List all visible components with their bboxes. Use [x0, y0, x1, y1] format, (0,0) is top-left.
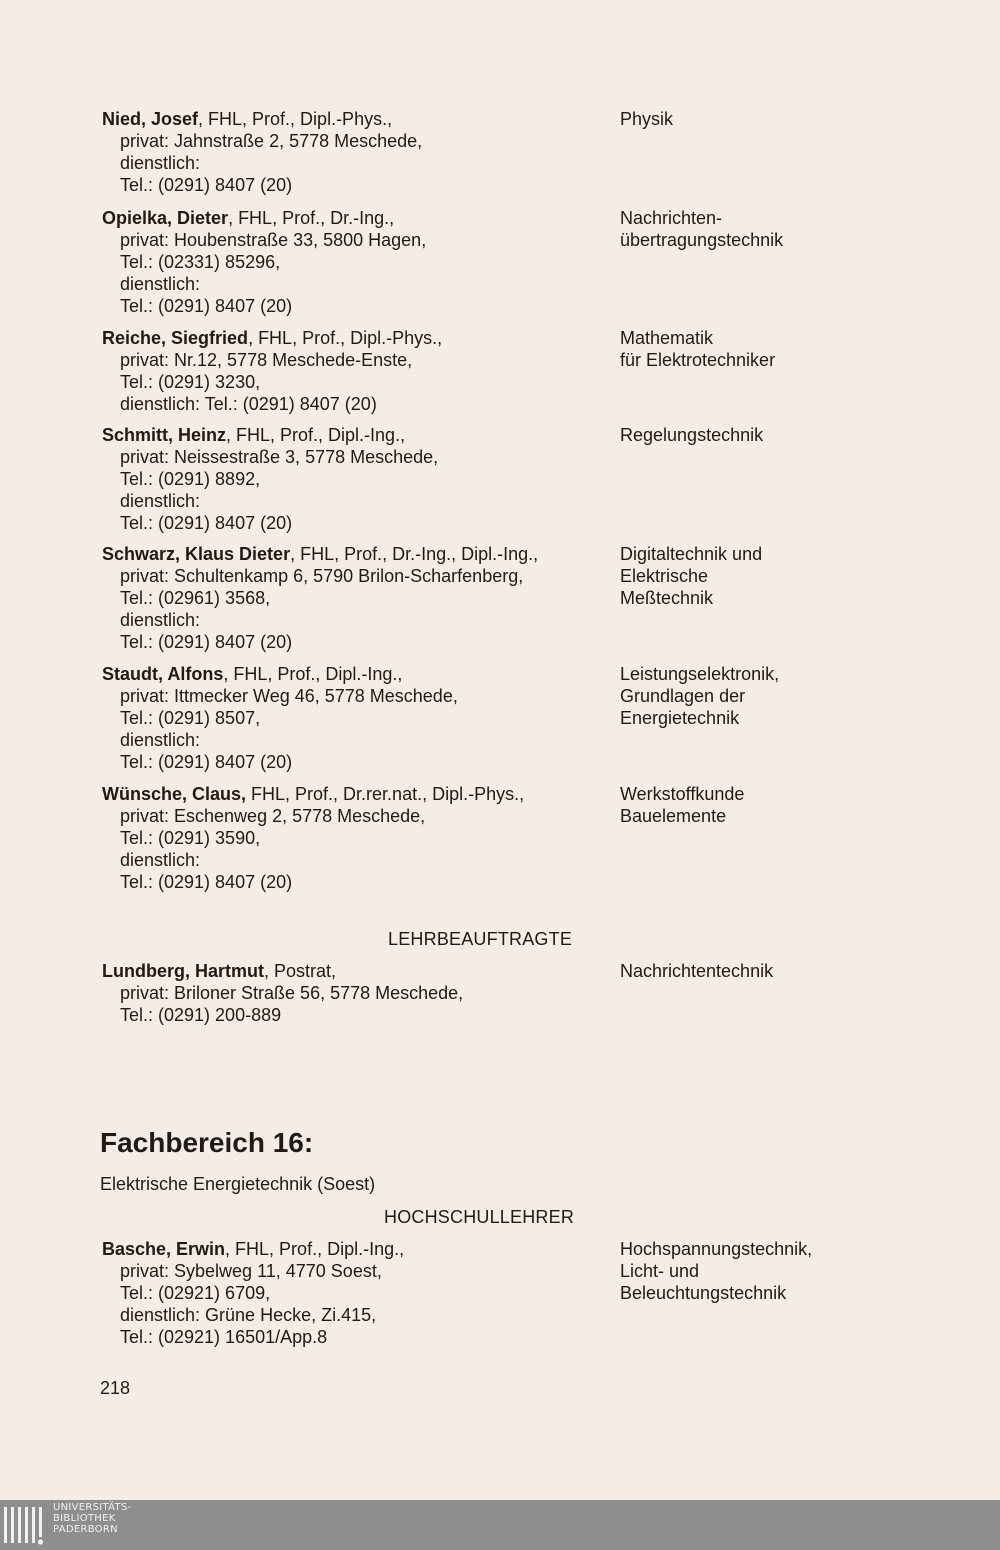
- person-title: , FHL, Prof., Dr.-Ing., Dipl.-Ing.,: [290, 544, 539, 564]
- address-line: Tel.: (02961) 3568,: [120, 588, 271, 608]
- address-line: privat: Neissestraße 3, 5778 Meschede,: [120, 447, 439, 467]
- person-name: Nied, Josef: [102, 109, 199, 129]
- subject-area: [620, 543, 960, 609]
- address-line: privat: Eschenweg 2, 5778 Meschede,: [120, 806, 426, 826]
- person-name: Staudt, Alfons: [102, 664, 224, 684]
- address-line: Tel.: (0291) 8407 (20): [120, 752, 293, 772]
- address-line: Tel.: (0291) 8407 (20): [120, 175, 293, 195]
- address-line: Tel.: (02331) 85296,: [120, 252, 281, 272]
- section-heading-lehrbeauftragte: LEHRBEAUFTRAGTE: [388, 929, 573, 949]
- address-line: Tel.: (0291) 3590,: [120, 828, 261, 848]
- address-line: privat: Briloner Straße 56, 5778 Meschede,: [120, 983, 464, 1003]
- address-line: dienstlich:: [120, 610, 201, 630]
- subject-line: Mathematik: [620, 328, 714, 348]
- entry-details: [102, 960, 617, 1026]
- entry-details: [102, 663, 617, 773]
- address-line: privat: Jahnstraße 2, 5778 Meschede,: [120, 131, 423, 151]
- address-line: privat: Nr.12, 5778 Meschede-Enste,: [120, 350, 413, 370]
- subject-area: [620, 424, 960, 446]
- person-title: , FHL, Prof., Dipl.-Phys.,: [248, 328, 443, 348]
- subject-line: Bauelemente: [620, 806, 727, 826]
- subject-area: [620, 960, 960, 982]
- subject-line: Elektrische: [620, 566, 709, 586]
- address-line: dienstlich:: [120, 491, 201, 511]
- entry-details: [102, 108, 617, 196]
- person-title: , FHL, Prof., Dipl.-Ing.,: [223, 664, 403, 684]
- subject-line: Beleuchtungstechnik: [620, 1283, 787, 1303]
- entry-details: [102, 424, 617, 534]
- subject-area: [620, 207, 960, 251]
- subject-area: [620, 1238, 960, 1304]
- subject-area: [620, 663, 960, 729]
- person-title: FHL, Prof., Dr.rer.nat., Dipl.-Phys.,: [246, 784, 525, 804]
- subject-line: Nachrichten-: [620, 208, 723, 228]
- address-line: Tel.: (02921) 6709,: [120, 1283, 271, 1303]
- logo-line: BIBLIOTHEK: [53, 1513, 116, 1524]
- library-logo-text: [53, 1502, 132, 1535]
- address-line: Tel.: (0291) 8892,: [120, 469, 261, 489]
- logo-line: UNIVERSITÄTS-: [53, 1502, 132, 1513]
- subject-area: [620, 108, 960, 130]
- entry-details: [102, 783, 617, 893]
- subject-line: Hochspannungstechnik,: [620, 1239, 813, 1259]
- subject-area: [620, 783, 960, 827]
- library-logo-icon: [3, 1503, 47, 1547]
- address-line: Tel.: (0291) 200-889: [120, 1005, 282, 1025]
- person-name: Schmitt, Heinz: [102, 425, 227, 445]
- address-line: privat: Houbenstraße 33, 5800 Hagen,: [120, 230, 427, 250]
- person-name: Schwarz, Klaus Dieter: [102, 544, 291, 564]
- address-line: privat: Schultenkamp 6, 5790 Brilon-Scharfenberg,: [120, 566, 524, 586]
- subject-line: Leistungselektronik,: [620, 664, 780, 684]
- person-title: , FHL, Prof., Dr.-Ing.,: [228, 208, 395, 228]
- address-line: Tel.: (0291) 8407 (20): [120, 513, 293, 533]
- subject-line: Physik: [620, 109, 674, 129]
- fachbereich-heading: Fachbereich 16:: [100, 1127, 314, 1158]
- subject-line: Licht- und: [620, 1261, 700, 1281]
- person-name: Reiche, Siegfried: [102, 328, 249, 348]
- address-line: dienstlich:: [120, 153, 201, 173]
- subject-line: für Elektrotechniker: [620, 350, 776, 370]
- person-title: , FHL, Prof., Dipl.-Ing.,: [226, 425, 406, 445]
- section-heading-hochschullehrer: HOCHSCHULLEHRER: [384, 1207, 575, 1227]
- address-line: Tel.: (0291) 8407 (20): [120, 296, 293, 316]
- subject-line: übertragungstechnik: [620, 230, 784, 250]
- subject-area: [620, 327, 960, 371]
- address-line: Tel.: (0291) 8407 (20): [120, 632, 293, 652]
- fachbereich-subtitle: Elektrische Energietechnik (Soest): [100, 1174, 376, 1194]
- subject-line: Grundlagen der: [620, 686, 746, 706]
- address-line: dienstlich:: [120, 274, 201, 294]
- person-name: Wünsche, Claus,: [102, 784, 247, 804]
- entry-details: [102, 543, 617, 653]
- address-line: dienstlich: Grüne Hecke, Zi.415,: [120, 1305, 377, 1325]
- subject-line: Digitaltechnik und: [620, 544, 763, 564]
- address-line: dienstlich:: [120, 850, 201, 870]
- address-line: privat: Ittmecker Weg 46, 5778 Meschede,: [120, 686, 458, 706]
- subject-line: Nachrichtentechnik: [620, 961, 774, 981]
- logo-line: PADERBORN: [53, 1524, 118, 1535]
- subject-line: Regelungstechnik: [620, 425, 764, 445]
- subject-line: Energietechnik: [620, 708, 740, 728]
- entry-details: [102, 207, 617, 317]
- person-title: , Postrat,: [264, 961, 337, 981]
- entry-details: [102, 1238, 617, 1348]
- address-line: dienstlich: Tel.: (0291) 8407 (20): [120, 394, 377, 414]
- entry-details: [102, 327, 617, 415]
- person-name: Opielka, Dieter: [102, 208, 229, 228]
- address-line: privat: Sybelweg 11, 4770 Soest,: [120, 1261, 382, 1281]
- person-title: , FHL, Prof., Dipl.-Phys.,: [198, 109, 393, 129]
- address-line: Tel.: (0291) 8507,: [120, 708, 261, 728]
- subject-line: Meßtechnik: [620, 588, 714, 608]
- address-line: Tel.: (0291) 8407 (20): [120, 872, 293, 892]
- subject-line: Werkstoffkunde: [620, 784, 745, 804]
- person-title: , FHL, Prof., Dipl.-Ing.,: [225, 1239, 405, 1259]
- library-footer-bar: [0, 1500, 1000, 1550]
- person-name: Lundberg, Hartmut: [102, 961, 264, 981]
- page-number: 218: [100, 1378, 131, 1398]
- address-line: Tel.: (02921) 16501/App.8: [120, 1327, 328, 1347]
- address-line: Tel.: (0291) 3230,: [120, 372, 261, 392]
- person-name: Basche, Erwin: [102, 1239, 226, 1259]
- address-line: dienstlich:: [120, 730, 201, 750]
